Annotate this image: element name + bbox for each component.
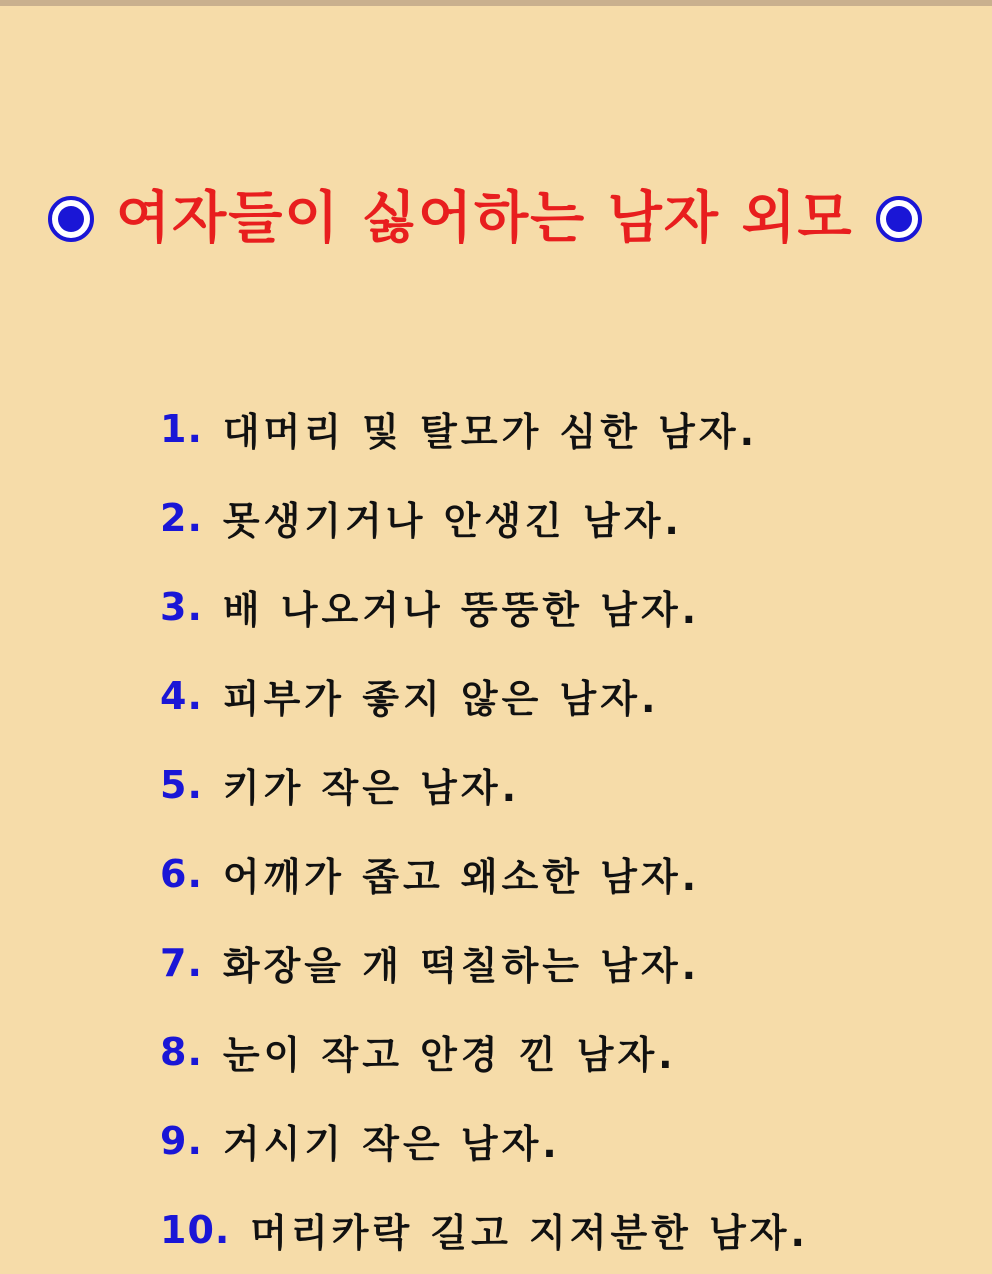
item-number: 8. (160, 1029, 203, 1074)
item-number: 3. (160, 584, 203, 629)
list-item (160, 740, 960, 829)
list-item (160, 384, 960, 473)
item-text: 못생기거나 안생긴 남자. (222, 499, 683, 543)
list-item (160, 1007, 960, 1096)
item-number: 1. (160, 406, 203, 451)
appearance-list (160, 384, 960, 1274)
double-circle-bullet-icon (876, 196, 922, 242)
list-item (160, 651, 960, 740)
item-text: 화장을 개 떡칠하는 남자. (222, 944, 701, 988)
list-item (160, 918, 960, 1007)
item-number: 10. (160, 1207, 231, 1252)
item-number: 5. (160, 762, 203, 807)
item-number: 7. (160, 940, 203, 985)
item-text: 머리카락 길고 지저분한 남자. (250, 1211, 809, 1255)
list-item (160, 1185, 960, 1274)
double-circle-bullet-icon (48, 196, 94, 242)
item-text: 피부가 좋지 않은 남자. (222, 677, 660, 721)
item-number: 2. (160, 495, 203, 540)
item-text: 배 나오거나 뚱뚱한 남자. (222, 588, 701, 632)
item-text: 어깨가 좁고 왜소한 남자. (222, 855, 701, 899)
page-title: 여자들이 싫어하는 남자 외모 (116, 186, 854, 251)
item-number: 9. (160, 1118, 203, 1163)
title-row (48, 188, 922, 250)
list-item (160, 1096, 960, 1185)
item-text: 대머리 및 탈모가 심한 남자. (222, 410, 759, 454)
list-item (160, 562, 960, 651)
item-text: 눈이 작고 안경 낀 남자. (222, 1033, 677, 1077)
top-strip (0, 0, 992, 6)
item-text: 키가 작은 남자. (222, 766, 521, 810)
list-item (160, 473, 960, 562)
list-item (160, 829, 960, 918)
item-number: 6. (160, 851, 203, 896)
item-text: 거시기 작은 남자. (222, 1122, 561, 1166)
item-number: 4. (160, 673, 203, 718)
